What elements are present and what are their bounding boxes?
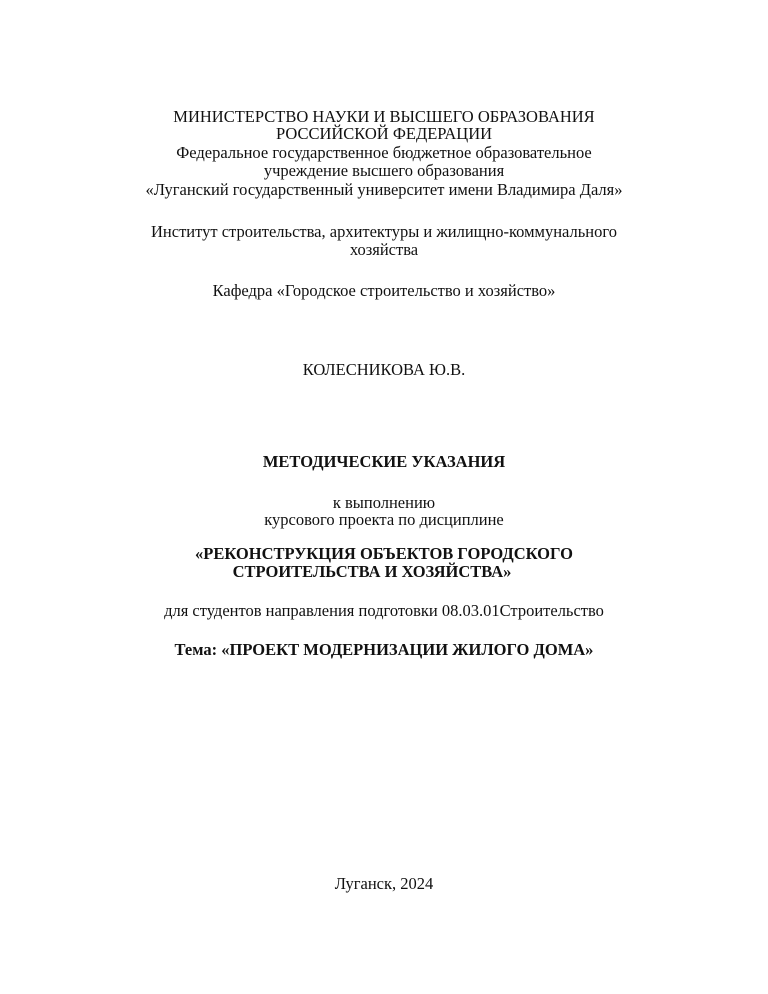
department-name: Кафедра «Городское строительство и хозяйство»	[212, 281, 556, 300]
discipline-line-1: «РЕКОНСТРУКЦИЯ ОБЪЕКТОВ ГОРОДСКОГО	[195, 544, 573, 563]
institution-line-2: учреждение высшего образования	[263, 161, 505, 180]
discipline-line-2: СТРОИТЕЛЬСТВА И ХОЗЯЙСТВА»	[232, 562, 512, 581]
ministry-line-2: РОССИЙСКОЙ ФЕДЕРАЦИИ	[275, 124, 493, 143]
institution-line-1: Федеральное государственное бюджетное образовательное	[176, 143, 592, 162]
topic-line: Тема: «ПРОЕКТ МОДЕРНИЗАЦИИ ЖИЛОГО ДОМА»	[174, 640, 594, 659]
document-type-title: МЕТОДИЧЕСКИЕ УКАЗАНИЯ	[262, 452, 506, 471]
purpose-line-2: курсового проекта по дисциплине	[264, 510, 504, 529]
ministry-line-1: МИНИСТЕРСТВО НАУКИ И ВЫСШЕГО ОБРАЗОВАНИЯ	[173, 107, 595, 126]
place-year: Луганск, 2024	[334, 874, 434, 893]
university-name: «Луганский государственный университет имени Владимира Даля»	[145, 180, 623, 199]
author-name: КОЛЕСНИКОВА Ю.В.	[302, 360, 466, 379]
audience-line: для студентов направления подготовки 08.03.01Строительство	[164, 601, 604, 620]
institute-line-1: Институт строительства, архитектуры и жилищно-коммунального	[151, 222, 617, 241]
institute-line-2: хозяйства	[349, 240, 419, 259]
purpose-line-1: к выполнению	[332, 493, 436, 512]
